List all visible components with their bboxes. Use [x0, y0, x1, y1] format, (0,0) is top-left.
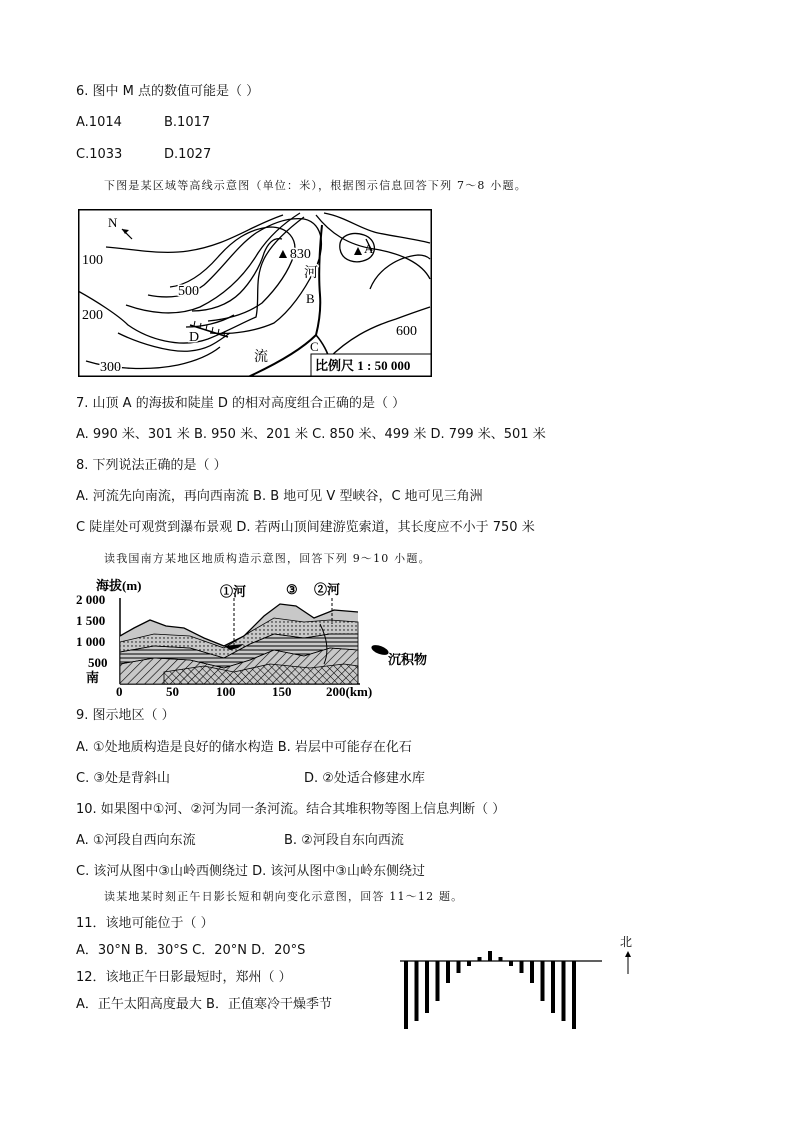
section-legend-sediment: 沉积物 [388, 652, 428, 667]
shadow-bar [415, 961, 419, 1021]
map-point-d: D [189, 330, 200, 345]
q6-option-b: B.1017 [164, 115, 211, 130]
q10-stem: 10. 如果图中①河、②河为同一条河流。结合其堆积物等图上信息判断（ ） [76, 802, 506, 817]
shadow-bar [478, 957, 482, 961]
q8-options-ab: A. 河流先向南流，再向西南流 B. B 地可见 V 型峡谷，C 地可见三角洲 [76, 489, 483, 504]
section-ytick-1500: 1 500 [76, 613, 106, 628]
intro-7-8: 下图是某区域等高线示意图（单位：米），根据图示信息回答下列 7～8 小题。 [104, 179, 527, 192]
section-ytick-500: 500 [88, 655, 108, 670]
shadow-bar [425, 961, 429, 1013]
q11-stem: 11．该地可能位于（ ） [76, 916, 214, 931]
q6-stem: 6. 图中 M 点的数值可能是（ ） [76, 84, 260, 99]
section-xtick-150: 150 [272, 684, 292, 699]
q9-option-c: C. ③处是背斜山 [76, 771, 170, 786]
section-ylabel: 海拔(m) [96, 578, 142, 593]
shadow-bar [457, 961, 461, 973]
section-xtick-0: 0 [116, 684, 123, 699]
map-contour-300: 300 [100, 360, 121, 375]
intro-9-10: 读我国南方某地区地质构造示意图，回答下列 9～10 小题。 [104, 552, 431, 565]
q10-option-b: B. ②河段自东向西流 [284, 833, 404, 848]
q10-options-cd: C. 该河从图中③山岭西侧绕过 D. 该河从图中③山岭东侧绕过 [76, 864, 426, 879]
map-river-label-1: 河 [304, 266, 318, 281]
section-ytick-1000: 1 000 [76, 634, 106, 649]
q9-option-d: D. ②处适合修建水库 [304, 771, 425, 786]
shadow-bar [509, 961, 513, 966]
q8-options-cd: C 陡崖处可观赏到瀑布景观 D. 若两山顶间建游览索道，其长度应不小于 750 米 [76, 520, 535, 535]
shadow-chart-north-label: 北 [620, 935, 633, 949]
shadow-bar [436, 961, 440, 1001]
map-contour-100: 100 [82, 253, 103, 268]
q6-option-c: C.1033 [76, 147, 123, 162]
q7-stem: 7. 山顶 A 的海拔和陡崖 D 的相对高度组合正确的是（ ） [76, 396, 406, 411]
map-point-b: B [306, 291, 315, 306]
map-peak-830: ▲830 [276, 247, 311, 262]
map-contour-600: 600 [396, 324, 417, 339]
map-river-label-2: 流 [254, 350, 268, 365]
section-xtick-50: 50 [166, 684, 179, 699]
section-south: 南 [86, 670, 100, 685]
geologic-section [74, 576, 440, 700]
q10-option-a: A. ①河段自西向东流 [76, 833, 196, 848]
shadow-bar [572, 961, 576, 1029]
shadow-bar [541, 961, 545, 1001]
shadow-bar [530, 961, 534, 983]
q12-stem: 12．该地正午日影最短时，郑州（ ） [76, 970, 292, 985]
contour-map [78, 209, 432, 377]
q6-option-a: A.1014 [76, 115, 122, 130]
q9-stem: 9. 图示地区（ ） [76, 708, 175, 723]
map-contour-200: 200 [82, 308, 103, 323]
shadow-bar [562, 961, 566, 1021]
shadow-bar [551, 961, 555, 1013]
q7-options: A. 990 米、301 米 B. 950 米、201 米 C. 850 米、499 米 D. 799 米、501 米 [76, 427, 546, 442]
shadow-bar [520, 961, 524, 973]
q12-options-ab: A．正午太阳高度最大 B．正值寒冷干燥季节 [76, 997, 332, 1012]
map-scale: 比例尺 1 : 50 000 [315, 358, 411, 373]
shadow-bar [446, 961, 450, 983]
q8-stem: 8. 下列说法正确的是（ ） [76, 458, 227, 473]
map-peak-a: A [364, 241, 374, 256]
section-xtick-200: 200(km) [326, 684, 373, 699]
map-point-c: C [310, 339, 319, 354]
noon-shadow-chart [398, 930, 648, 1032]
intro-11-12: 读某地某时刻正午日影长短和朝向变化示意图，回答 11～12 题。 [104, 890, 464, 903]
q6-option-d: D.1027 [164, 147, 212, 162]
section-ytick-2000: 2 000 [76, 592, 106, 607]
map-contour-500: 500 [178, 284, 199, 299]
shadow-bar [488, 951, 492, 961]
section-xtick-100: 100 [216, 684, 236, 699]
q9-options-ab: A. ①处地质构造是良好的储水构造 B. 岩层中可能存在化石 [76, 740, 412, 755]
q11-options: A．30°N B．30°S C．20°N D．20°S [76, 943, 306, 958]
shadow-bar [404, 961, 408, 1029]
map-north-label: N [108, 215, 118, 230]
section-river-1: ①河 [220, 584, 247, 599]
shadow-bar [467, 961, 471, 966]
shadow-bar [499, 957, 503, 961]
section-mark-3: ③ [286, 582, 298, 597]
section-river-2: ②河 [314, 582, 341, 597]
